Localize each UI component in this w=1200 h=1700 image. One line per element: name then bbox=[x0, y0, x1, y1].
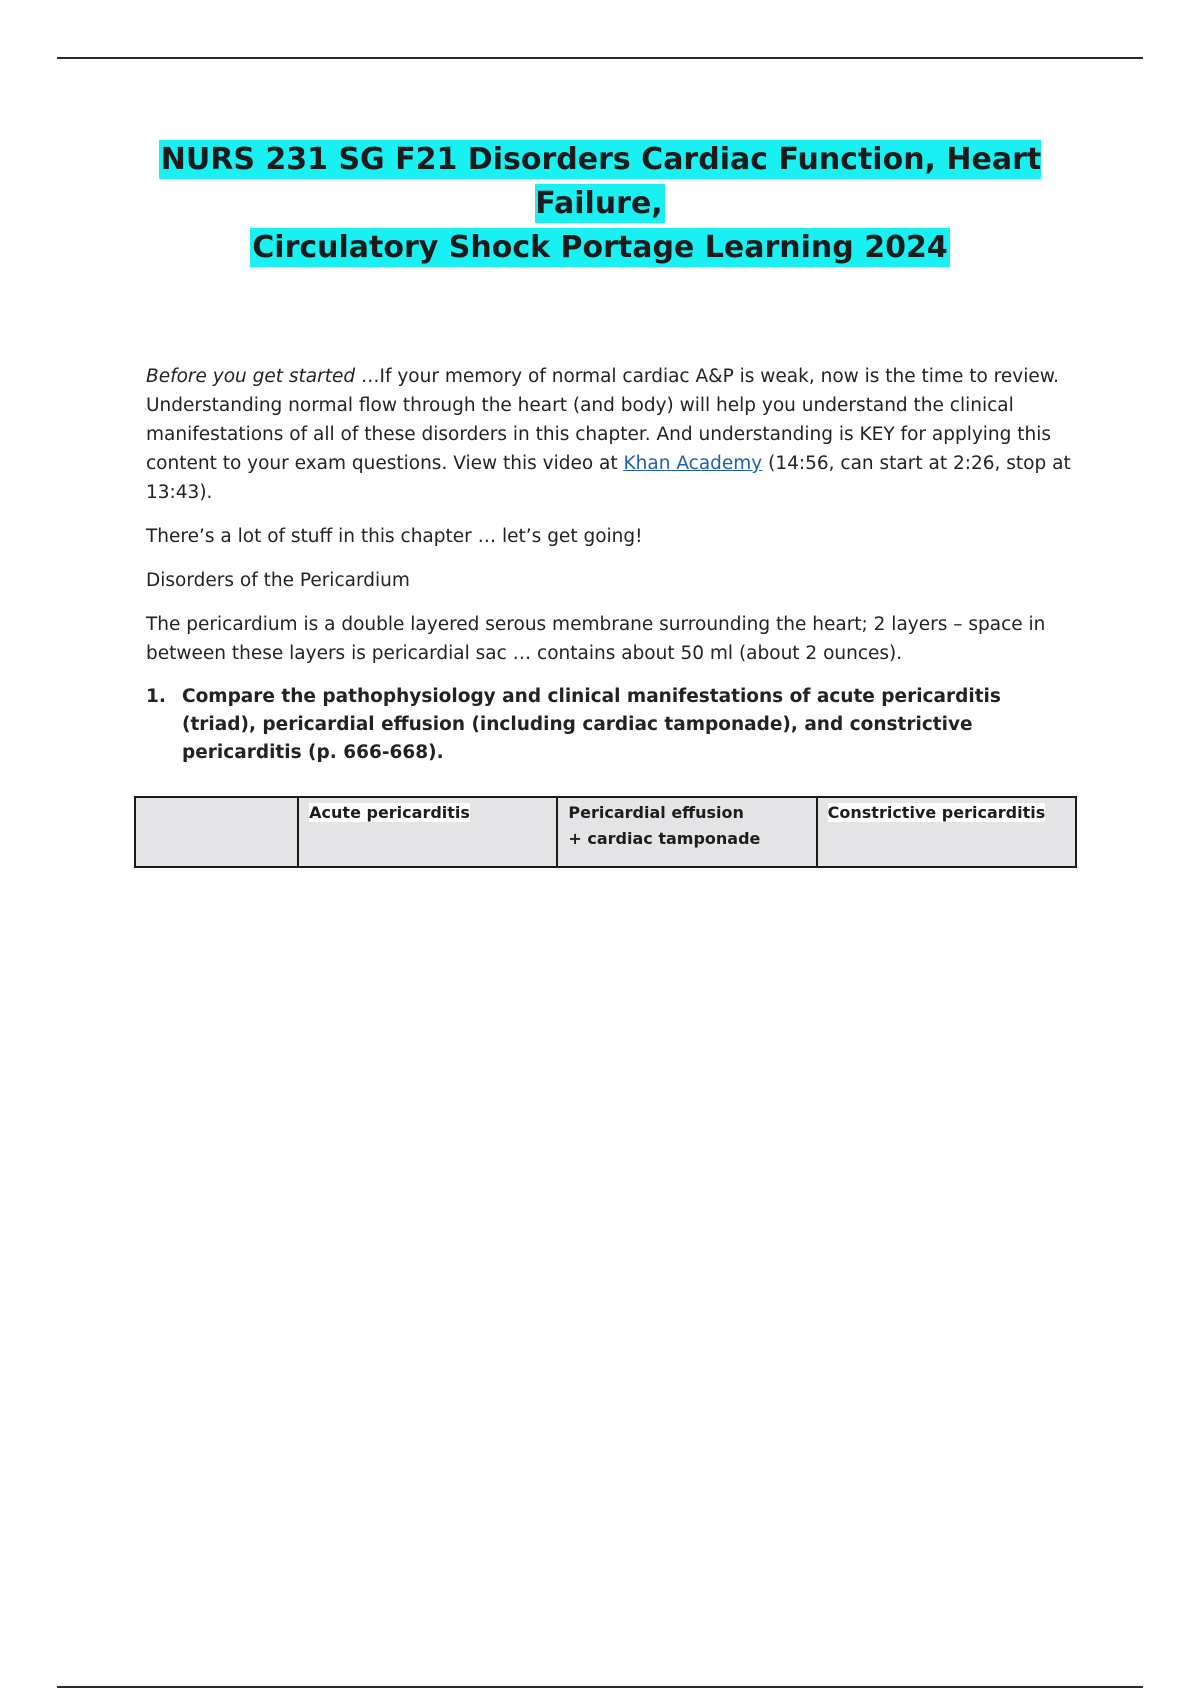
intro-text-after: (14:56, can start at 2:26, stop at 13:43). bbox=[146, 453, 1071, 503]
document-body bbox=[146, 362, 1076, 767]
title-line-2: Circulatory Shock Portage Learning 2024 bbox=[252, 230, 948, 265]
intro-paragraph bbox=[146, 362, 1076, 507]
lots-of-stuff-paragraph: There’s a lot of stuff in this chapter … let’s get going! bbox=[146, 526, 643, 547]
pericardium-paragraph: The pericardium is a double layered serous membrane surrounding the heart; 2 layers – space in between these layers is pericardial sac … contains about 50 ml (about 2 ounces). bbox=[146, 614, 1046, 664]
question-1 bbox=[146, 683, 1076, 767]
comparison-table bbox=[134, 796, 1077, 868]
table-header-empty bbox=[135, 797, 298, 867]
table-header-pericardial-effusion bbox=[557, 797, 816, 867]
header-acute-label: Acute pericarditis bbox=[309, 803, 470, 822]
intro-text: …If your memory of normal cardiac A&P is weak, now is the time to review. Understanding normal flow through the heart (and body) will help you understand the clinical manifestations of all of these disorders in this chapter. And understanding is KEY for applying this content to your exam questions. View this video at bbox=[146, 366, 1060, 474]
table-header-acute-pericarditis bbox=[298, 797, 557, 867]
header-effusion-label: Pericardial effusion bbox=[568, 803, 744, 822]
question-text: Compare the pathophysiology and clinical manifestations of acute pericarditis (triad), pericardial effusion (including cardiac tamponade), and constrictive pericarditis (p. 666-668). bbox=[182, 686, 1001, 763]
header-effusion-label-line2: + cardiac tamponade bbox=[568, 829, 761, 848]
bottom-rule bbox=[57, 1686, 1143, 1688]
top-rule bbox=[57, 57, 1143, 59]
section-heading: Disorders of the Pericardium bbox=[146, 570, 410, 591]
title-line-1: NURS 231 SG F21 Disorders Cardiac Function, Heart Failure, bbox=[160, 142, 1042, 221]
table-header-constrictive-pericarditis bbox=[817, 797, 1076, 867]
intro-lead: Before you get started bbox=[146, 366, 356, 387]
table-header-row bbox=[135, 797, 1076, 867]
question-number: 1. bbox=[146, 686, 166, 707]
khan-academy-link[interactable]: Khan Academy bbox=[623, 453, 763, 474]
header-constrictive-label: Constrictive pericarditis bbox=[827, 803, 1046, 822]
document-title bbox=[120, 138, 1080, 270]
